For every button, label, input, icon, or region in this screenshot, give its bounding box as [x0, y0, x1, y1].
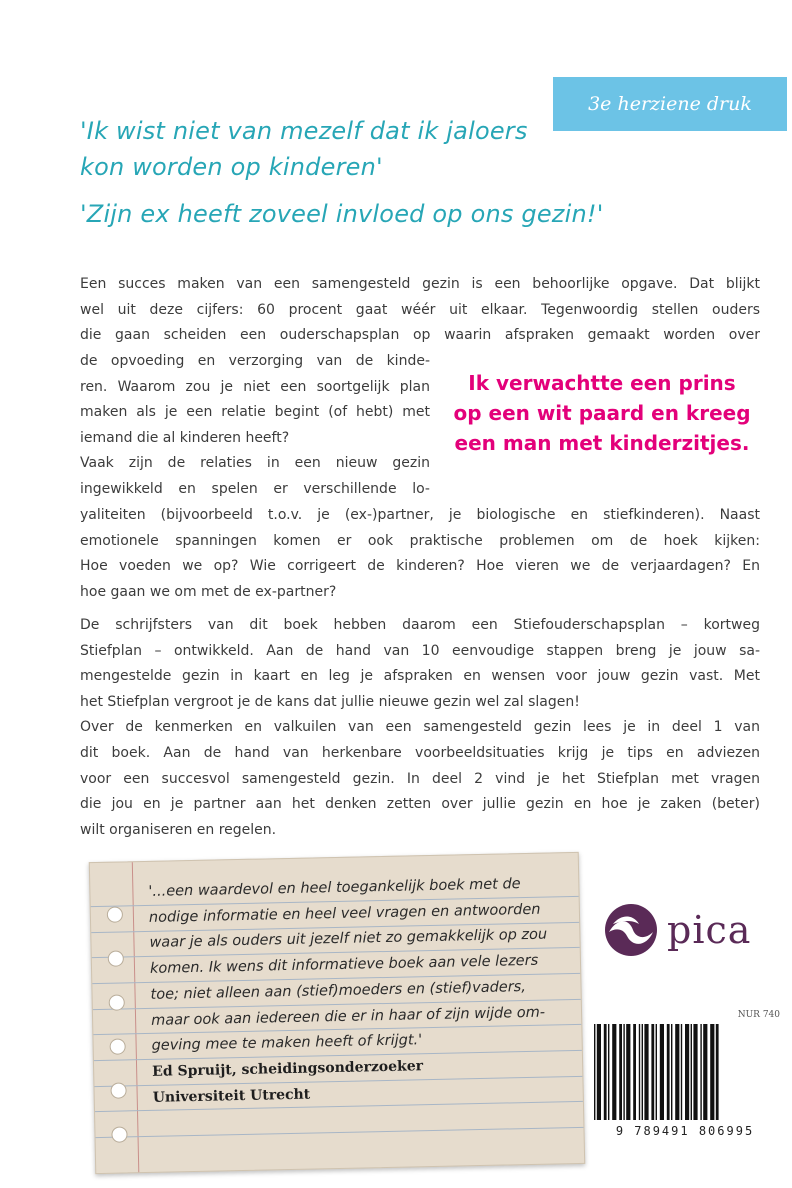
pica-wave-icon [603, 902, 659, 958]
testimonial-line: '...een waardevol en heel toegankelijk boek met de [148, 876, 521, 900]
testimonial-line: komen. Ik wens dit informatieve boek aan vele lezers [149, 952, 539, 978]
barcode-bar [633, 1024, 636, 1120]
publisher-logo [603, 900, 773, 960]
text-line: emotionele spanningen komen er ook praktische problemen om de hoek kijken: [80, 532, 760, 549]
edition-badge [553, 77, 787, 131]
testimonial-author: Ed Spruijt, scheidingsonderzoeker [152, 1058, 424, 1080]
barcode-bar [681, 1024, 682, 1120]
quote-first: 'Ik wist niet van mezelf dat ik jaloers kon worden op kinderen' [80, 117, 528, 181]
testimonial-line: maar ook aan iedereen die er in haar of zijn wijde om- [150, 1004, 546, 1029]
text-line: die gaan scheiden een ouderschapsplan op waarin afspraken gemaakt worden over [80, 327, 760, 344]
barcode-bar [671, 1024, 672, 1120]
text-line: De schrijfsters van dit boek hebben daarom een Stiefouderschapsplan – kortweg [80, 617, 760, 633]
text-line: voor een succesvol samengesteld gezin. In deel 2 vind je het Stiefplan met vragen [80, 770, 760, 787]
paper-hole [111, 1126, 127, 1142]
text-line: maken als je een relatie begint (of hebt) met [80, 404, 430, 421]
barcode-bar [675, 1024, 679, 1120]
barcode-bar [604, 1024, 607, 1120]
paper-ruling [96, 1127, 584, 1138]
barcode-bar [639, 1024, 640, 1120]
barcode-bar [623, 1024, 624, 1120]
text-line: yaliteiten (bijvoorbeeld t.o.v. je (ex-)partner, je biologische en stiefkinderen). Naast [80, 507, 760, 523]
isbn-barcode [590, 1022, 780, 1122]
text-line: hoe gaan we om met de ex-partner? [80, 583, 337, 600]
testimonial-paper [89, 852, 585, 1174]
testimonial-line: geving mee te maken heeft of krijgt.' [151, 1032, 423, 1055]
text-line: Hoe voeden we op? Wie corrigeert de kinderen? Hoe vieren we de verjaardagen? En [80, 558, 760, 575]
barcode-bar [651, 1024, 654, 1120]
barcode-bar [716, 1024, 719, 1120]
text-line: ingewikkeld en spelen er verschillende lo- [80, 480, 430, 497]
barcode-bar [619, 1024, 622, 1120]
pull-quote: Ik verwachtte een prins op een wit paard en kreeg een man met kinderzitjes. [453, 371, 751, 455]
text-line: mengestelde gezin in kaart en leg je afspraken en wensen voor jouw gezin vast. Met [80, 668, 760, 685]
testimonial-line: toe; niet alleen aan (stief)moeders en (stief)vaders, [150, 978, 527, 1003]
paper-hole [109, 1038, 125, 1054]
text-line: dit boek. Aan de hand van herkenbare voorbeeldsituaties krijg je tips en adviezen [80, 744, 760, 761]
barcode-bar [667, 1024, 670, 1120]
barcode-bar [642, 1024, 643, 1120]
barcode-bar [594, 1024, 595, 1120]
barcode-graphic [590, 1022, 780, 1122]
barcode-bar [660, 1024, 664, 1120]
barcode-bar [656, 1024, 657, 1120]
text-line: ren. Waarom zou je niet een soortgelijk plan [80, 378, 430, 395]
testimonial-line: nodige informatie en heel veel vragen en antwoorden [148, 901, 541, 926]
barcode-bar [597, 1024, 601, 1120]
text-line: iemand die al kinderen heeft? [80, 429, 290, 446]
text-line: wel uit deze cijfers: 60 procent gaat wéér uit elkaar. Tegenwoordig stellen ouders [80, 301, 760, 318]
publisher-name: pica [667, 908, 752, 952]
barcode-bar [710, 1024, 714, 1120]
testimonial-affiliation: Universiteit Utrecht [152, 1086, 311, 1106]
text-line: Stiefplan – ontwikkeld. Aan de hand van 10 eenvoudige stappen breng je jouw sa- [80, 642, 760, 659]
paper-hole [108, 950, 124, 966]
barcode-bar [685, 1024, 689, 1120]
paper-hole [110, 1082, 126, 1098]
paper-margin-line [132, 862, 139, 1172]
nur-code: NUR 740 [737, 1010, 780, 1020]
paper-hole [107, 906, 123, 922]
paragraph-intro-bottom [80, 503, 760, 605]
testimonial-line: waar je als ouders uit jezelf niet zo gemakkelijk op zou [149, 926, 548, 952]
barcode-bar [626, 1024, 630, 1120]
barcode-bar [693, 1024, 697, 1120]
text-line: het Stiefplan vergroot je de kans dat jullie nieuwe gezin wel zal slagen! [80, 693, 580, 710]
barcode-bar [608, 1024, 609, 1120]
quote-second: 'Zijn ex heeft zoveel invloed op ons gezin!' [80, 200, 604, 228]
edition-badge-label: 3e herziene druk [588, 93, 752, 115]
testimonial-text [148, 871, 563, 1111]
text-line: Een succes maken van een samengesteld gezin is een behoorlijke opgave. Dat blijkt [80, 276, 760, 292]
paragraph-stiefplan [80, 613, 760, 843]
text-line: de opvoeding en verzorging van de kinde- [80, 353, 430, 369]
barcode-bar [644, 1024, 648, 1120]
paragraph-intro-narrow [80, 349, 430, 503]
text-line: die jou en je partner aan het denken zetten over jullie gezin en hoe je zaken (beter) [80, 796, 760, 813]
isbn-number: 9 789491 806995 [615, 1124, 755, 1138]
barcode-bar [691, 1024, 692, 1120]
text-line: Vaak zijn de relaties in een nieuw gezin [80, 455, 430, 472]
text-line: wilt organiseren en regelen. [80, 821, 277, 838]
barcode-bar [703, 1024, 707, 1120]
paragraph-intro-top [80, 272, 760, 349]
barcode-bar [612, 1024, 616, 1120]
barcode-bar [700, 1024, 701, 1120]
text-line: Over de kenmerken en valkuilen van een samengesteld gezin lees je in deel 1 van [80, 719, 760, 736]
